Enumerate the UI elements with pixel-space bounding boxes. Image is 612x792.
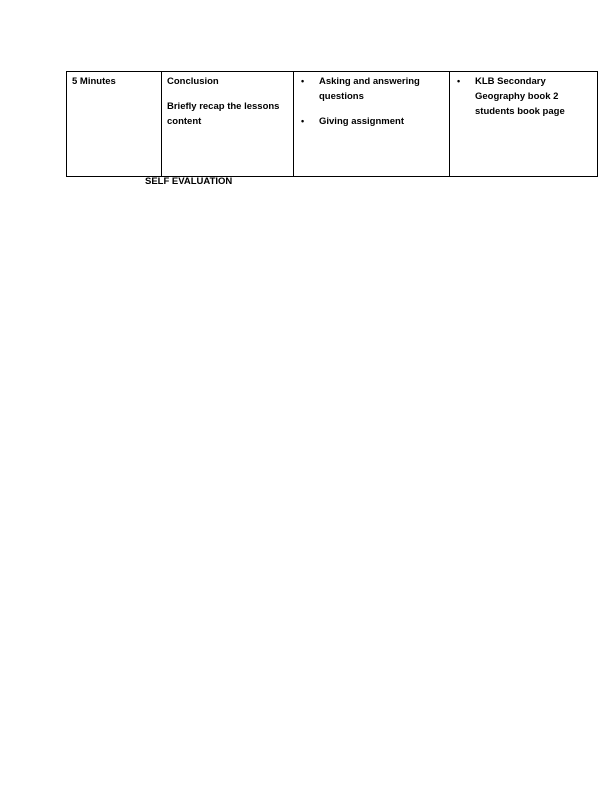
lesson-plan-table [66,71,598,177]
activities-cell [294,72,450,177]
time-text: 5 Minutes [72,76,116,87]
step-cell [162,72,294,177]
list-item [299,74,443,104]
resources-cell [450,72,598,177]
step-title: Conclusion [167,76,219,87]
activity-text: Asking and answering questions [319,76,420,102]
step-description: Briefly recap the lessons content [167,101,280,127]
time-cell [67,72,162,177]
list-item [455,74,591,119]
activities-list [299,74,443,129]
bullet-icon: • [301,76,305,86]
self-evaluation-heading: SELF EVALUATION [145,176,233,187]
resource-text: KLB Secondary Geography book 2 students book page [475,76,565,117]
bullet-icon: • [457,76,461,86]
bullet-icon: • [301,116,305,126]
resources-list [455,74,591,119]
list-item [299,114,443,129]
table-row [67,72,598,177]
activity-text: Giving assignment [319,116,404,127]
